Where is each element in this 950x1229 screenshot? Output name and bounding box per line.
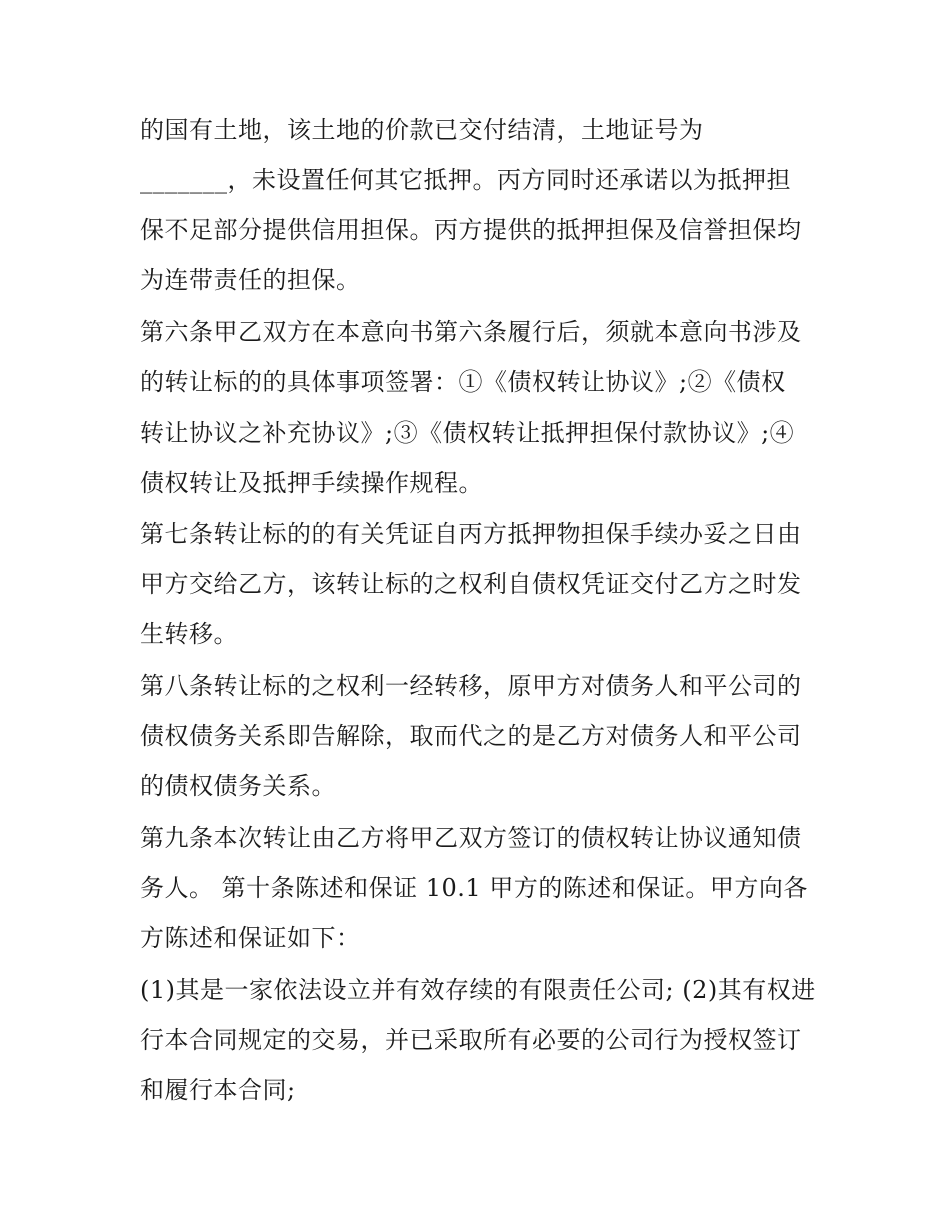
text-line: 第七条转让标的的有关凭证自丙方抵押物担保手续办妥之日由 <box>140 520 802 548</box>
text-line: 债权转让及抵押手续操作规程。 <box>140 469 483 497</box>
text-line: 为连带责任的担保。 <box>140 266 361 294</box>
text-line: 行本合同规定的交易，并已采取所有必要的公司行为授权签订 <box>140 1026 802 1054</box>
text-line: 转让协议之补充协议》;③《债权转让抵押担保付款协议》;④ <box>140 419 795 447</box>
text-line: (1)其是一家依法设立并有效存续的有限责任公司; (2)其有权进 <box>140 976 816 1004</box>
text-line: 第九条本次转让由乙方将甲乙双方签订的债权转让协议通知债 <box>140 824 802 852</box>
text-line: 方陈述和保证如下： <box>140 924 361 952</box>
text-line: 第八条转让标的之权利一经转移，原甲方对债务人和平公司的 <box>140 672 802 700</box>
text-line: 的国有土地，该土地的价款已交付结清，土地证号为 <box>140 116 704 144</box>
text-line: 债权债务关系即告解除，取而代之的是乙方对债务人和平公司 <box>140 722 802 750</box>
text-line: 的转让标的的具体事项签署：①《债权转让协议》;②《债权 <box>140 368 786 396</box>
text-line: 和履行本合同; <box>140 1076 296 1104</box>
text-line: 第六条甲乙双方在本意向书第六条履行后，须就本意向书涉及 <box>140 318 802 346</box>
text-line: _______，未设置任何其它抵押。丙方同时还承诺以为抵押担 <box>140 166 791 194</box>
text-line: 生转移。 <box>140 620 238 648</box>
text-line: 务人。 第十条陈述和保证 10.1 甲方的陈述和保证。甲方向各 <box>140 874 808 902</box>
text-line: 甲方交给乙方，该转让标的之权利自债权凭证交付乙方之时发 <box>140 570 802 598</box>
text-line: 的债权债务关系。 <box>140 772 336 800</box>
text-line: 保不足部分提供信用担保。丙方提供的抵押担保及信誉担保均 <box>140 216 802 244</box>
